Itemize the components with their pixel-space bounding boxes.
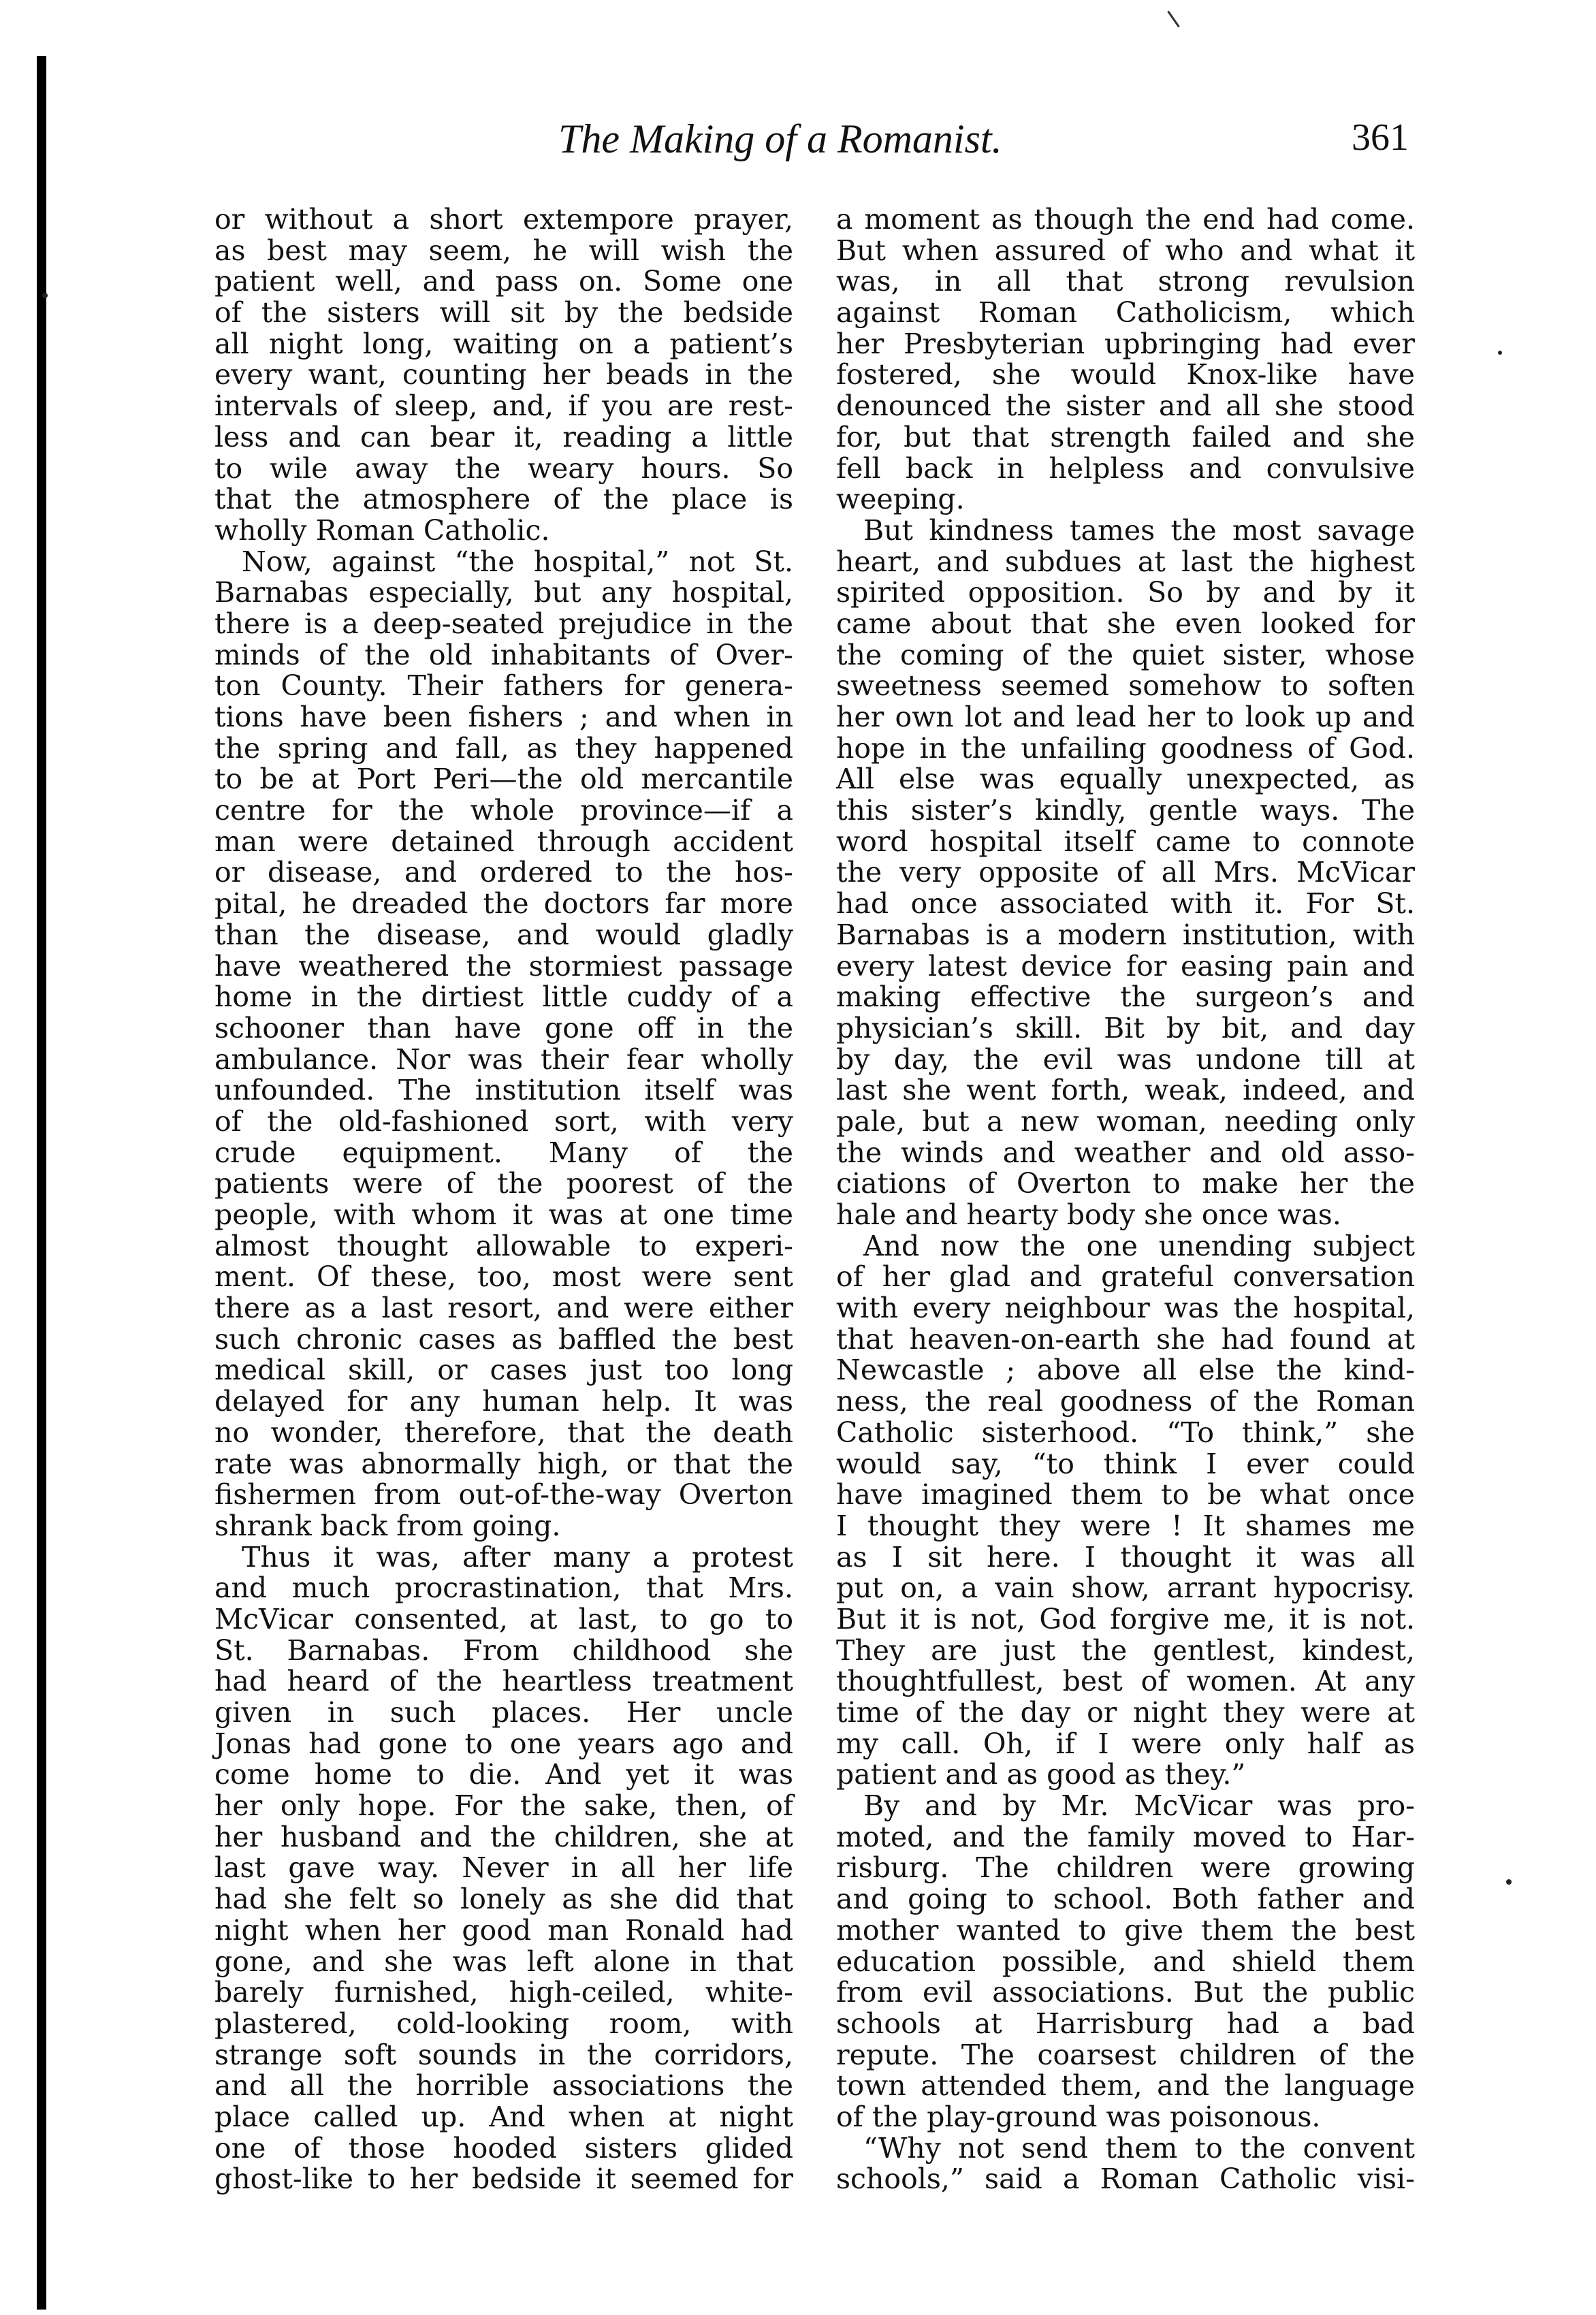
text-line: one of those hooded sisters glided <box>214 2131 793 2165</box>
text-line: night when her good man Ronald had <box>214 1913 793 1947</box>
text-line: ciations of Overton to make her the <box>836 1167 1415 1200</box>
text-line: by day, the evil was undone till at <box>836 1042 1415 1076</box>
scan-mark <box>1167 11 1180 28</box>
text-line: there as a last resort, and were either <box>214 1292 793 1325</box>
text-line: patient well, and pass on. Some one <box>214 265 793 298</box>
text-line: fishermen from out-of-the-way Overton <box>214 1478 793 1512</box>
text-line: plastered, cold-looking room, with <box>214 2007 793 2040</box>
text-line: I thought they were ! It shames me <box>836 1509 1415 1542</box>
text-line: of the sisters will sit by the bedside <box>214 296 793 330</box>
text-line: less and can bear it, reading a little <box>214 420 793 453</box>
text-line: St. Barnabas. From childhood she <box>214 1633 793 1667</box>
text-line: a moment as though the end had come. <box>836 203 1415 236</box>
text-line: the very opposite of all Mrs. McVicar <box>836 856 1415 889</box>
text-line: fostered, she would Knox-like have <box>836 358 1415 392</box>
text-line: Newcastle ; above all else the kind- <box>836 1354 1415 1387</box>
binding-rule <box>37 56 46 2310</box>
text-line: But when assured of who and what it <box>836 234 1415 267</box>
text-line: crude equipment. Many of the <box>214 1136 793 1169</box>
text-line: word hospital itself came to connote <box>836 825 1415 858</box>
text-line: of the play-ground was poisonous. <box>836 2100 1321 2133</box>
text-line: unfounded. The institution itself was <box>214 1074 793 1107</box>
page-number: 361 <box>1352 116 1409 159</box>
text-line: that heaven-on-earth she had found at <box>836 1322 1415 1356</box>
text-line: ness, the real goodness of the Roman <box>836 1385 1415 1418</box>
text-line: hope in the unfailing goodness of God. <box>836 731 1415 765</box>
text-line: sweetness seemed somehow to soften <box>836 669 1415 703</box>
text-line: with every neighbour was the hospital, <box>836 1292 1415 1325</box>
text-line: thoughtfullest, best of women. At any <box>836 1665 1415 1698</box>
text-line: my call. Oh, if I were only half as <box>836 1727 1415 1760</box>
text-line: ghost-like to her bedside it seemed for <box>214 2162 793 2196</box>
text-line: tions have been fishers ; and when in <box>214 701 793 733</box>
text-line: her Presbyterian upbringing had ever <box>836 327 1415 360</box>
text-line: gone, and she was left alone in that <box>214 1945 793 1978</box>
text-line: Now, against “the hospital,” not St. <box>242 545 793 578</box>
text-line: mother wanted to give them the best <box>836 1913 1415 1947</box>
left-column <box>214 204 793 2195</box>
text-line: strange soft sounds in the corridors, <box>214 2038 793 2071</box>
text-line: than the disease, and would gladly <box>214 918 793 951</box>
text-line: have imagined them to be what once <box>836 1478 1415 1512</box>
text-line: delayed for any human help. It was <box>214 1385 793 1418</box>
right-column <box>836 204 1415 2195</box>
text-line: every want, counting her beads in the <box>214 358 793 392</box>
text-line: the winds and weather and old asso- <box>836 1136 1415 1169</box>
text-line: her husband and the children, she at <box>214 1820 793 1853</box>
text-line: minds of the old inhabitants of Over- <box>214 638 793 671</box>
text-line: But it is not, God forgive me, it is not. <box>836 1602 1415 1635</box>
text-line: last gave way. Never in all her life <box>214 1851 793 1885</box>
text-line: Thus it was, after many a protest <box>242 1540 793 1574</box>
text-line: every latest device for easing pain and <box>836 949 1415 983</box>
text-line: schools at Harrisburg had a bad <box>836 2007 1415 2040</box>
text-line: patient and as good as they.” <box>836 1758 1246 1791</box>
text-line: spirited opposition. So by and by it <box>836 576 1415 609</box>
text-line: and going to school. Both father and <box>836 1883 1415 1916</box>
text-line: or disease, and ordered to the hos- <box>214 856 793 889</box>
text-line: “Why not send them to the convent <box>863 2131 1415 2165</box>
text-line: home in the dirtiest little cuddy of a <box>214 980 793 1014</box>
text-line: By and by Mr. McVicar was pro- <box>863 1789 1415 1823</box>
text-line: fell back in helpless and convulsive <box>836 451 1415 485</box>
text-line: had she felt so lonely as she did that <box>214 1883 793 1916</box>
text-line: Catholic sisterhood. “To think,” she <box>836 1416 1415 1449</box>
text-line: from evil associations. But the public <box>836 1976 1415 2009</box>
text-line: schools,” said a Roman Catholic visi- <box>836 2162 1415 2196</box>
text-line: moted, and the family moved to Har- <box>836 1820 1415 1853</box>
scan-speck <box>1506 1879 1512 1885</box>
scan-speck <box>1498 351 1502 355</box>
text-line: came about that she even looked for <box>836 607 1415 640</box>
text-line: intervals of sleep, and, if you are rest- <box>214 389 793 423</box>
text-line: this sister’s kindly, gentle ways. The <box>836 794 1415 827</box>
text-line: weeping. <box>836 483 965 516</box>
text-line: for, but that strength failed and she <box>836 420 1415 453</box>
text-line: education possible, and shield them <box>836 1945 1415 1978</box>
text-line: risburg. The children were growing <box>836 1851 1415 1885</box>
text-line: barely furnished, high-ceiled, white- <box>214 1976 793 2009</box>
text-line: Barnabas especially, but any hospital, <box>214 576 793 609</box>
text-line: hale and hearty body she once was. <box>836 1198 1341 1231</box>
text-line: denounced the sister and all she stood <box>836 389 1415 423</box>
text-line: town attended them, and the language <box>836 2069 1415 2103</box>
text-line: would say, “to think I ever could <box>836 1447 1415 1480</box>
text-line: man were detained through accident <box>214 825 793 858</box>
text-line: or without a short extempore prayer, <box>214 203 793 236</box>
text-line: And now the one unending subject <box>863 1229 1415 1262</box>
text-line: pital, he dreaded the doctors far more <box>214 887 793 921</box>
text-line: the spring and fall, as they happened <box>214 731 793 765</box>
text-line: come home to die. And yet it was <box>214 1758 793 1791</box>
text-line: last she went forth, weak, indeed, and <box>836 1074 1415 1107</box>
text-line: given in such places. Her uncle <box>214 1696 793 1729</box>
text-line: centre for the whole province—if a <box>214 794 793 827</box>
text-line: ambulance. Nor was their fear wholly <box>214 1042 793 1076</box>
text-line: no wonder, therefore, that the death <box>214 1416 793 1449</box>
text-line: All else was equally unexpected, as <box>836 763 1415 796</box>
text-line: her only hope. For the sake, then, of <box>214 1789 793 1823</box>
text-line: and all the horrible associations the <box>214 2069 793 2103</box>
text-line: schooner than have gone off in the <box>214 1011 793 1044</box>
running-title: The Making of a Romanist. <box>558 116 1002 161</box>
text-line: as I sit here. I thought it was all <box>836 1540 1415 1574</box>
text-line: that the atmosphere of the place is <box>214 483 793 516</box>
text-line: the coming of the quiet sister, whose <box>836 638 1415 671</box>
text-line: all night long, waiting on a patient’s <box>214 327 793 360</box>
text-line: put on, a vain show, arrant hypocrisy. <box>836 1571 1415 1605</box>
text-line: people, with whom it was at one time <box>214 1198 793 1231</box>
text-line: almost thought allowable to experi- <box>214 1229 793 1262</box>
text-line: such chronic cases as baffled the best <box>214 1322 793 1356</box>
text-line: patients were of the poorest of the <box>214 1167 793 1200</box>
text-line: shrank back from going. <box>214 1509 561 1542</box>
text-line: and much procrastination, that Mrs. <box>214 1571 793 1605</box>
text-line: They are just the gentlest, kindest, <box>836 1633 1415 1667</box>
text-line: had once associated with it. For St. <box>836 887 1415 921</box>
text-line: pale, but a new woman, needing only <box>836 1104 1415 1138</box>
text-line: heart, and subdues at last the highest <box>836 545 1415 578</box>
text-line: repute. The coarsest children of the <box>836 2038 1415 2071</box>
text-line: Barnabas is a modern institution, with <box>836 918 1415 951</box>
text-line: was, in all that strong revulsion <box>836 265 1415 298</box>
page-header <box>0 116 1596 170</box>
text-line: there is a deep-seated prejudice in the <box>214 607 793 640</box>
text-line: time of the day or night they were at <box>836 1696 1415 1729</box>
text-line: to be at Port Peri—the old mercantile <box>214 763 793 796</box>
text-line: medical skill, or cases just too long <box>214 1354 793 1387</box>
text-line: wholly Roman Catholic. <box>214 513 550 547</box>
text-line: ment. Of these, too, most were sent <box>214 1260 793 1294</box>
text-line: McVicar consented, at last, to go to <box>214 1602 793 1635</box>
text-line: against Roman Catholicism, which <box>836 296 1415 330</box>
text-line: But kindness tames the most savage <box>863 513 1415 547</box>
text-line: Jonas had gone to one years ago and <box>214 1727 793 1760</box>
scan-speck <box>42 293 48 298</box>
text-line: had heard of the heartless treatment <box>214 1665 793 1698</box>
text-line: of the old-fashioned sort, with very <box>214 1104 793 1138</box>
text-line: making effective the surgeon’s and <box>836 980 1415 1014</box>
text-line: have weathered the stormiest passage <box>214 949 793 983</box>
text-line: her own lot and lead her to look up and <box>836 701 1415 733</box>
text-line: rate was abnormally high, or that the <box>214 1447 793 1480</box>
text-line: as best may seem, he will wish the <box>214 234 793 267</box>
text-line: of her glad and grateful conversation <box>836 1260 1415 1294</box>
text-line: to wile away the weary hours. So <box>214 451 793 485</box>
text-line: physician’s skill. Bit by bit, and day <box>836 1011 1415 1044</box>
text-line: place called up. And when at night <box>214 2100 793 2133</box>
text-line: ton County. Their fathers for genera- <box>214 669 793 703</box>
